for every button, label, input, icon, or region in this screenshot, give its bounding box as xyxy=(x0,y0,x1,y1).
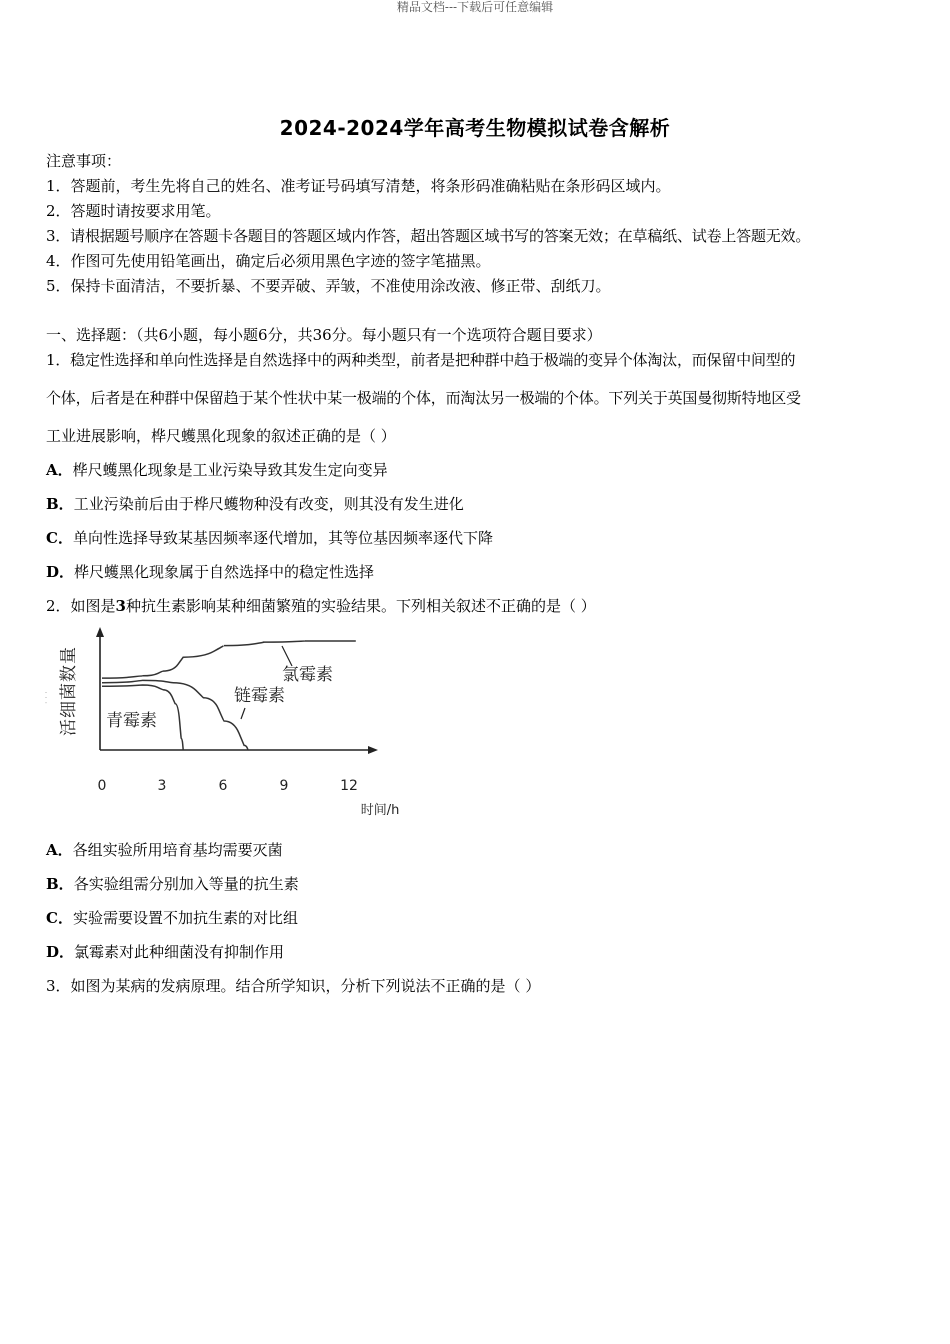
note-item: 2．答题时请按要求用笔。 xyxy=(46,202,221,220)
option-text: 氯霉素对此种细菌没有抑制作用 xyxy=(74,943,285,961)
option-label: C． xyxy=(46,529,73,547)
option-label: C． xyxy=(46,909,73,927)
series-label-penicillin: 青霉素 xyxy=(106,711,157,731)
option-label: B． xyxy=(46,495,74,513)
option-text: 单向性选择导致某基因频率逐代增加，其等位基因频率逐代下降 xyxy=(72,529,493,547)
antibiotic-chart-svg xyxy=(42,624,430,824)
note-item: 1．答题前，考生先将自己的姓名、准考证号码填写清楚，将条形码准确粘贴在条形码区域内。 xyxy=(46,177,671,195)
y-axis-label: 活细菌数量 xyxy=(59,646,79,736)
notes-heading: 注意事项： xyxy=(46,152,122,170)
note-item: 3．请根据题号顺序在答题卡各题目的答题区域内作答，超出答题区域书写的答案无效；在草稿纸、试卷上答题无效。 xyxy=(46,227,811,245)
x-tick-label: 0 xyxy=(97,778,107,794)
question-2-option-d xyxy=(46,942,284,962)
option-label: D． xyxy=(46,943,75,961)
antibiotic-chart xyxy=(42,624,430,824)
option-text: 实验需要设置不加抗生素的对比组 xyxy=(72,909,298,927)
x-tick-label: 9 xyxy=(279,778,289,794)
option-label: A． xyxy=(46,841,73,859)
y-axis-arrow xyxy=(96,627,104,637)
question-1-option-c xyxy=(46,528,493,548)
question-2-option-c xyxy=(46,908,298,928)
leader-line xyxy=(282,646,292,666)
stem-prefix: 2．如图是 xyxy=(46,597,116,615)
question-2-stem xyxy=(46,596,596,616)
leader-line xyxy=(241,708,245,719)
series-labels xyxy=(106,646,333,731)
option-label: B． xyxy=(46,875,74,893)
x-tick-label: 6 xyxy=(218,778,228,794)
chart-series xyxy=(102,641,356,750)
option-text: 桦尺蠖黑化现象属于自然选择中的稳定性选择 xyxy=(74,563,375,581)
question-1-option-a xyxy=(46,460,388,480)
option-text: 工业污染前后由于桦尺蠖物种没有改变，则其没有发生进化 xyxy=(73,495,464,513)
option-text: 各实验组需分别加入等量的抗生素 xyxy=(73,875,299,893)
question-1-option-b xyxy=(46,494,464,514)
question-2-option-b xyxy=(46,874,299,894)
y-axis-ticks-mark: · · · xyxy=(42,691,51,704)
question-1-stem-line: 1．稳定性选择和单向性选择是自然选择中的两种类型，前者是把种群中趋于极端的变异个体淘汰，而保留中间型的 xyxy=(46,351,796,369)
x-tick-label: 12 xyxy=(340,778,358,794)
x-axis-label: 时间/h xyxy=(360,803,400,818)
question-2-option-a xyxy=(46,840,283,860)
option-text: 各组实验所用培育基均需要灭菌 xyxy=(72,841,283,859)
stem-suffix: 种抗生素影响某种细菌繁殖的实验结果。下列相关叙述不正确的是（ ） xyxy=(125,597,596,615)
question-1-stem-line: 工业进展影响，桦尺蠖黑化现象的叙述正确的是（ ） xyxy=(46,427,396,445)
question-1-stem-line: 个体，后者是在种群中保留趋于某个性状中某一极端的个体，而淘汰另一极端的个体。下列关于英国曼彻斯特地区受 xyxy=(46,389,801,407)
header-note: 精品文档---下载后可任意编辑 xyxy=(396,0,554,14)
chart-axes xyxy=(42,627,399,818)
stem-number: 3 xyxy=(115,597,126,615)
option-label: D． xyxy=(46,563,75,581)
x-axis-arrow xyxy=(368,746,378,754)
series-label-streptomycin: 链霉素 xyxy=(234,686,285,706)
option-text: 桦尺蠖黑化现象是工业污染导致其发生定向变异 xyxy=(72,461,388,479)
option-label: A． xyxy=(46,461,73,479)
question-1-option-d xyxy=(46,562,374,582)
series-label-chloramphenicol: 氯霉素 xyxy=(282,665,333,685)
page-title: 2024-2024学年高考生物模拟试卷含解析 xyxy=(279,116,671,140)
section-heading: 一、选择题：（共6小题，每小题6分，共36分。每小题只有一个选项符合题目要求） xyxy=(46,326,602,344)
question-3-stem: 3．如图为某病的发病原理。结合所学知识，分析下列说法不正确的是（ ） xyxy=(46,977,541,995)
x-tick-label: 3 xyxy=(157,778,167,794)
note-item: 5．保持卡面清洁，不要折暴、不要弄破、弄皱，不准使用涂改液、修正带、刮纸刀。 xyxy=(46,277,611,295)
note-item: 4．作图可先使用铅笔画出，确定后必须用黑色字迹的签字笔描黑。 xyxy=(46,252,491,270)
